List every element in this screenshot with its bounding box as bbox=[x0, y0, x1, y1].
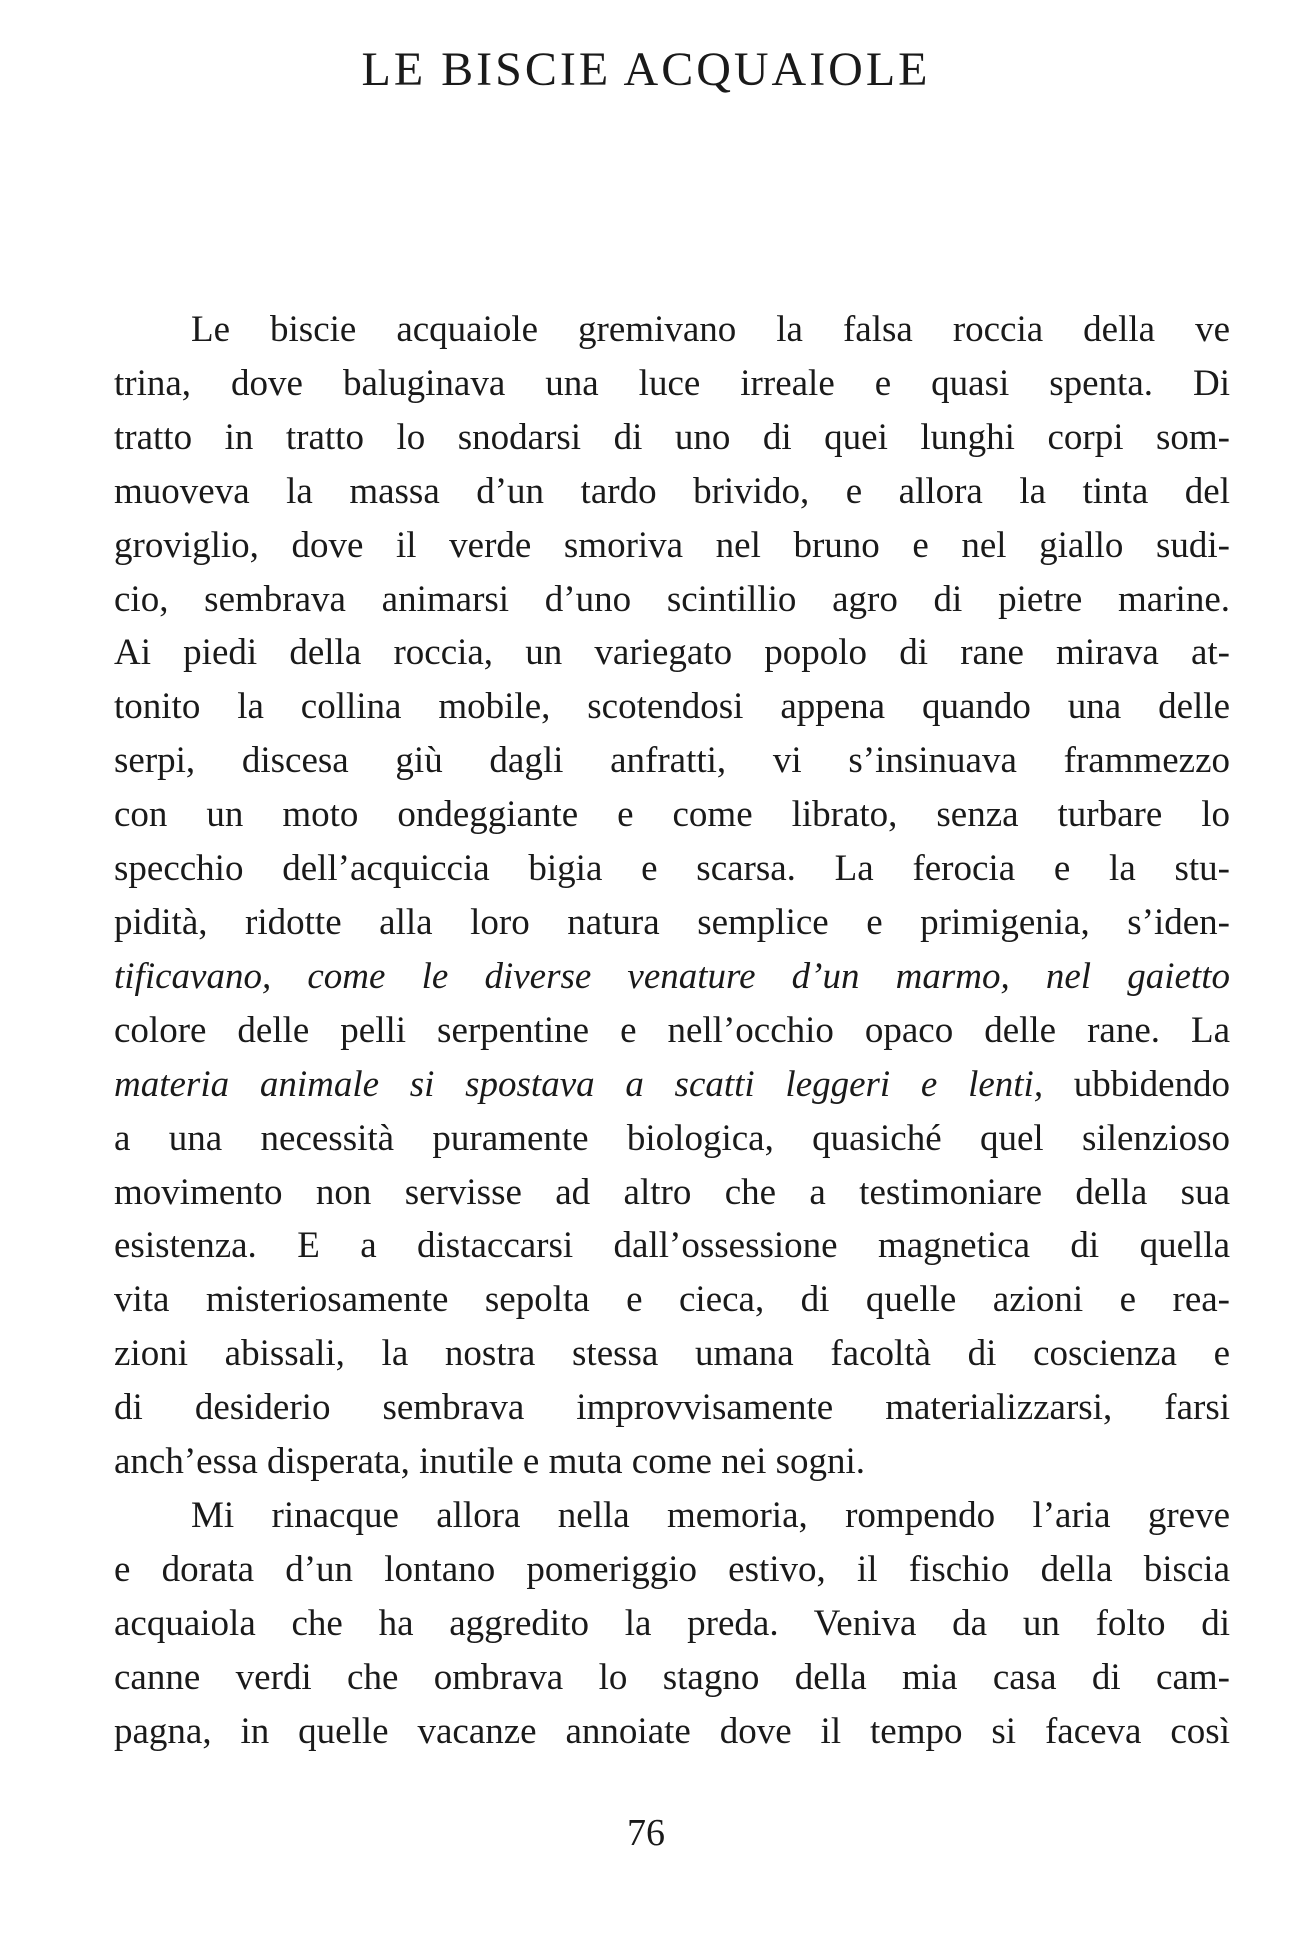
text-line: anch’essa disperata, inutile e muta come nei sogni. bbox=[114, 1441, 866, 1483]
text-line: colore delle pelli serpentine e nell’occhio opaco delle rane. La bbox=[114, 1009, 1230, 1051]
text-line: acquaiola che ha aggredito la preda. Veniva da un folto di bbox=[114, 1602, 1230, 1644]
body-text bbox=[114, 303, 1230, 1758]
text-line: tratto in tratto lo snodarsi di uno di quei lunghi corpi som- bbox=[114, 416, 1230, 458]
text-line: zioni abissali, la nostra stessa umana facoltà di coscienza e bbox=[114, 1333, 1230, 1375]
text-line: pagna, in quelle vacanze annoiate dove il tempo si faceva così bbox=[114, 1710, 1230, 1752]
text-line: con un moto ondeggiante e come librato, senza turbare lo bbox=[114, 794, 1230, 836]
text-line: specchio dell’acquiccia bigia e scarsa. La ferocia e la stu- bbox=[114, 848, 1230, 890]
text-line: Ai piedi della roccia, un variegato popolo di rane mirava at- bbox=[114, 632, 1230, 674]
italic-text: materia animale si spostava a scatti leggeri e lenti, bbox=[114, 1063, 1044, 1105]
text-line: serpi, discesa giù dagli anfratti, vi s’insinuava frammezzo bbox=[114, 740, 1230, 782]
text-line: Mi rinacque allora nella memoria, rompendo l’aria greve bbox=[191, 1494, 1230, 1536]
text-line: canne verdi che ombrava lo stagno della mia casa di cam- bbox=[114, 1656, 1230, 1698]
roman-text: ubbidendo bbox=[1043, 1063, 1230, 1105]
text-line: esistenza. E a distaccarsi dall’ossessione magnetica di quella bbox=[114, 1225, 1230, 1267]
text-line: vita misteriosamente sepolta e cieca, di quelle azioni e rea- bbox=[114, 1279, 1230, 1321]
text-line: cio, sembrava animarsi d’uno scintillio agro di pietre marine. bbox=[114, 578, 1230, 620]
text-line-italic bbox=[114, 950, 1230, 1004]
paragraph-2 bbox=[114, 1489, 1230, 1759]
paragraph-1 bbox=[114, 303, 1230, 1489]
text-line: e dorata d’un lontano pomeriggio estivo, il fischio della biscia bbox=[114, 1548, 1230, 1590]
running-title: LE BISCIE ACQUAIOLE bbox=[361, 43, 931, 96]
text-line: groviglio, dove il verde smoriva nel bruno e nel giallo sudi- bbox=[114, 524, 1230, 566]
text-line-italic bbox=[114, 1058, 1230, 1112]
text-line: di desiderio sembrava improvvisamente materializzarsi, farsi bbox=[114, 1387, 1230, 1429]
text-line: movimento non servisse ad altro che a testimoniare della sua bbox=[114, 1171, 1230, 1213]
text-line: pidità, ridotte alla loro natura semplice e primigenia, s’iden- bbox=[114, 901, 1230, 943]
text-line: Le biscie acquaiole gremivano la falsa roccia della ve bbox=[191, 309, 1230, 350]
page-number: 76 bbox=[627, 1812, 665, 1854]
text-line: trina, dove baluginava una luce irreale e quasi spenta. Di bbox=[114, 362, 1230, 404]
text-line: a una necessità puramente biologica, quasiché quel silenzioso bbox=[114, 1117, 1230, 1159]
text-line: tonito la collina mobile, scotendosi appena quando una delle bbox=[114, 686, 1230, 728]
text-line: muoveva la massa d’un tardo brivido, e allora la tinta del bbox=[114, 470, 1230, 512]
italic-text: tificavano, come le diverse venature d’un marmo, nel gaietto bbox=[114, 955, 1230, 997]
